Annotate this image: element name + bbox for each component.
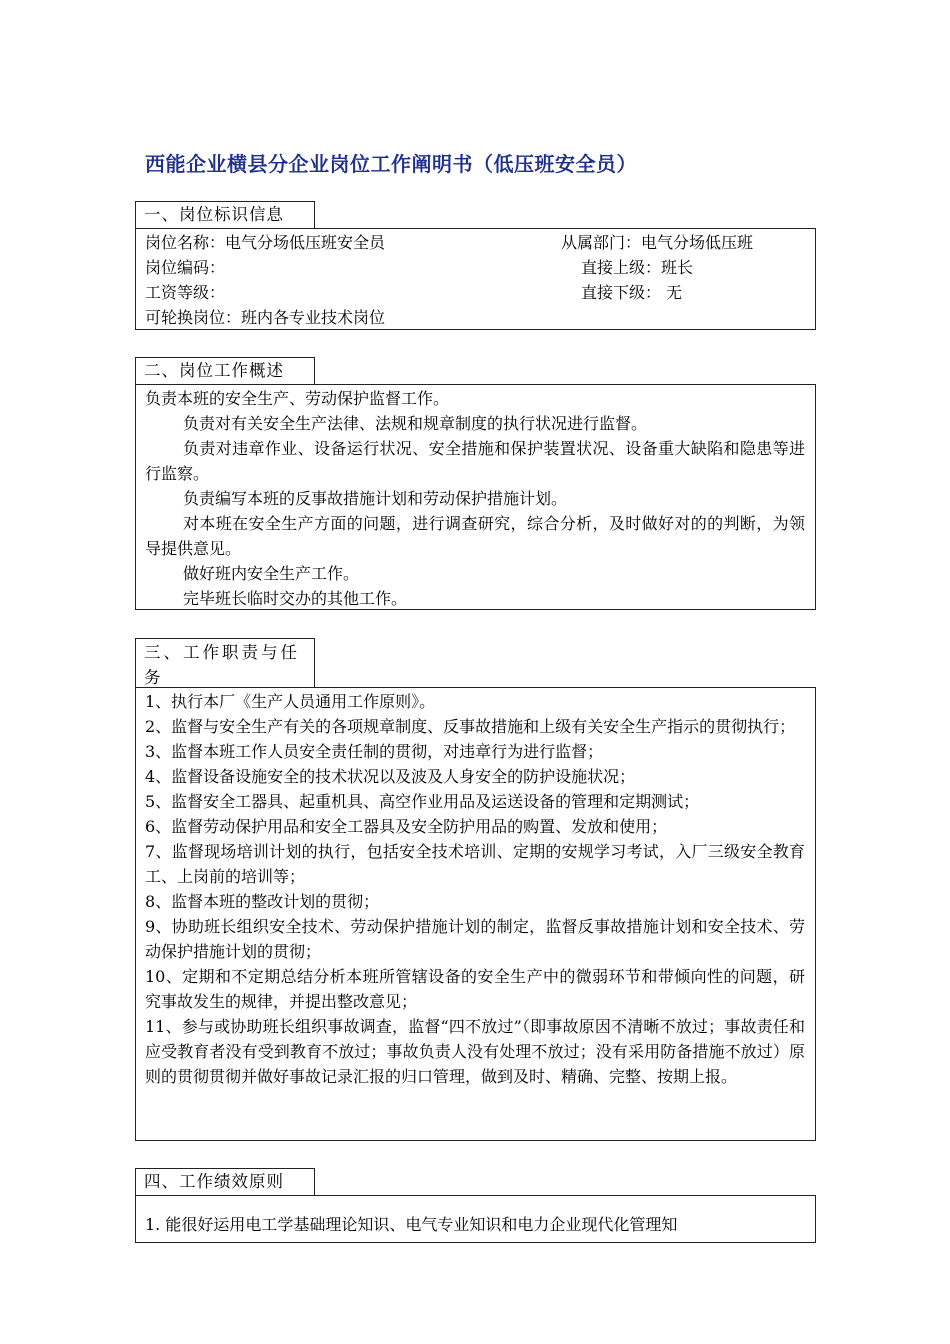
- section-1-body: [135, 228, 816, 330]
- duty-item: 6、监督劳动保护用品和安全工器具及安全防护用品的购置、发放和使用；: [145, 817, 668, 836]
- info-row: [145, 280, 805, 305]
- direct-subordinate: 直接下级： 无: [581, 283, 683, 302]
- info-row: [145, 230, 805, 255]
- direct-superior: 直接上级：班长: [581, 258, 694, 277]
- performance-item: 1. 能很好运用电工学基础理论知识、电气专业知识和电力企业现代化管理知: [145, 1215, 678, 1234]
- duty-item: 10、定期和不定期总结分析本班所管辖设备的安全生产中的微弱环节和带倾向性的问题，研究事故发生的规律，并提出整改意见；: [145, 967, 805, 1011]
- duty-item: 11、参与或协助班长组织事故调查，监督“四不放过”（即事故原因不清晰不放过；事故责任和应受教育者没有受到教育不放过；事故负责人没有处理不放过；没有采用防备措施不放过）原则的贯彻贯彻并做好事故记录汇报的归口管理，做到及时、精确、完整、按期上报。: [145, 1017, 805, 1086]
- duty-item: 7、监督现场培训计划的执行，包括安全技术培训、定期的安规学习考试，入厂三级安全教育工、上岗前的培训等；: [145, 842, 805, 886]
- section-3-body: [135, 687, 816, 1141]
- duty-item: 3、监督本班工作人员安全责任制的贯彻，对违章行为进行监督；: [145, 742, 604, 761]
- section-1-heading: 一、岗位标识信息: [135, 201, 315, 229]
- info-row: [145, 255, 805, 280]
- section-4-body: [135, 1195, 816, 1243]
- overview-line: 完毕班长临时交办的其他工作。: [183, 589, 408, 608]
- duty-item: 9、协助班长组织安全技术、劳动保护措施计划的制定，监督反事故措施计划和安全技术、劳动保护措施计划的贯彻；: [145, 917, 805, 961]
- section-2-body: [135, 384, 816, 610]
- duty-item: 5、监督安全工器具、起重机具、高空作业用品及运送设备的管理和定期测试；: [145, 792, 700, 811]
- info-row: [145, 305, 805, 330]
- position-name: 岗位名称：电气分场低压班安全员: [145, 233, 386, 252]
- salary-grade: 工资等级：: [145, 283, 226, 302]
- section-3-heading: 三、工作职责与任务: [135, 638, 315, 688]
- section-4-heading: 四、工作绩效原则: [135, 1168, 315, 1196]
- rotatable-position: 可轮换岗位：班内各专业技术岗位: [145, 308, 386, 327]
- overview-line: 负责本班的安全生产、劳动保护监督工作。: [145, 389, 450, 408]
- section-2-heading: 二、岗位工作概述: [135, 357, 315, 385]
- duty-item: 1、执行本厂《生产人员通用工作原则》。: [145, 692, 436, 711]
- overview-line: 负责对违章作业、设备运行状况、安全措施和保护装置状况、设备重大缺陷和隐患等进行监察。: [145, 439, 805, 483]
- overview-line: 做好班内安全生产工作。: [183, 564, 360, 583]
- overview-line: 负责对有关安全生产法律、法规和规章制度的执行状况进行监督。: [183, 414, 648, 433]
- duty-item: 2、监督与安全生产有关的各项规章制度、反事故措施和上级有关安全生产指示的贯彻执行；: [145, 717, 796, 736]
- page-title: 西能企业横县分企业岗位工作阐明书（低压班安全员）: [145, 152, 637, 176]
- department: 从属部门：电气分场低压班: [561, 233, 754, 252]
- duty-item: 8、监督本班的整改计划的贯彻；: [145, 892, 380, 911]
- overview-line: 负责编写本班的反事故措施计划和劳动保护措施计划。: [183, 489, 568, 508]
- overview-line: 对本班在安全生产方面的问题，进行调查研究，综合分析，及时做好对的的判断，为领导提供意见。: [145, 514, 805, 558]
- duty-item: 4、监督设备设施安全的技术状况以及波及人身安全的防护设施状况；: [145, 767, 636, 786]
- position-code: 岗位编码：: [145, 258, 226, 277]
